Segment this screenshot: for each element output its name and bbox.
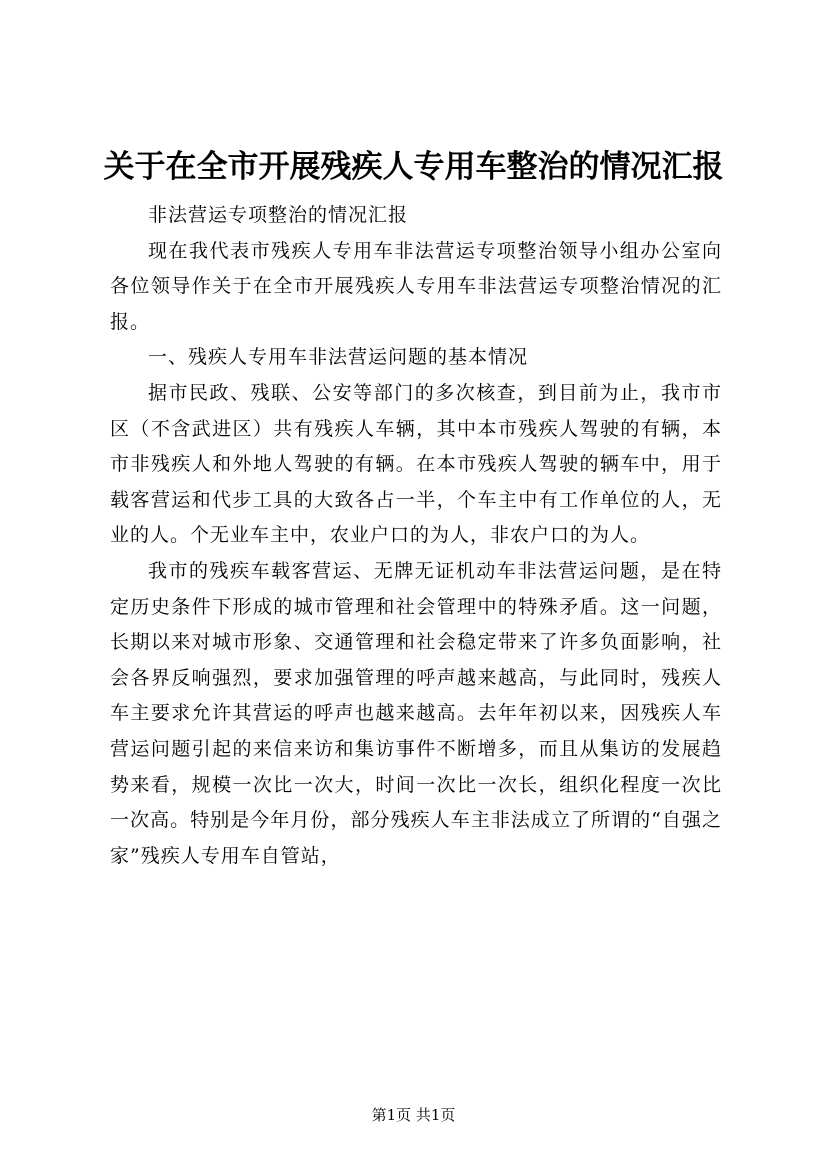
body-paragraph: 据市民政、残联、公安等部门的多次核查，到目前为止，我市市区（不含武进区）共有残疾人车辆，其中本市残疾人驾驶的有辆，本市非残疾人和外地人驾驶的有辆。在本市残疾人驾驶的辆车中，用于载客营运和代步工具的大致各占一半，个车主中有工作单位的人，无业的人。个无业车主中，农业户口的为人，非农户口的为人。 — [110, 381, 722, 547]
intro-paragraph: 现在我代表市残疾人专用车非法营运专项整治领导小组办公室向各位领导作关于在全市开展残疾人专用车非法营运专项整治情况的汇报。 — [110, 239, 722, 333]
page-footer: 第1页 共1页 — [371, 1106, 456, 1124]
document-body — [110, 198, 722, 874]
body-paragraph: 我市的残疾车载客营运、无牌无证机动车非法营运问题，是在特定历史条件下形成的城市管理和社会管理中的特殊矛盾。这一问题，长期以来对城市形象、交通管理和社会稳定带来了许多负面影响，社会各界反响强烈，要求加强管理的呼声越来越高，与此同时，残疾人车主要求允许其营运的呼声也越来越高。去年年初以来，因残疾人车营运问题引起的来信来访和集访事件不断增多，而且从集访的发展趋势来看，规模一次比一次大，时间一次比一次长，组织化程度一次比一次高。特别是今年月份，部分残疾人车主非法成立了所谓的“自强之家”残疾人专用车自管站， — [110, 559, 722, 867]
subtitle-paragraph: 非法营运专项整治的情况汇报 — [148, 204, 409, 226]
section-heading: 一、残疾人专用车非法营运问题的基本情况 — [148, 346, 529, 369]
document-title: 关于在全市开展残疾人专用车整治的情况汇报 — [103, 149, 724, 185]
